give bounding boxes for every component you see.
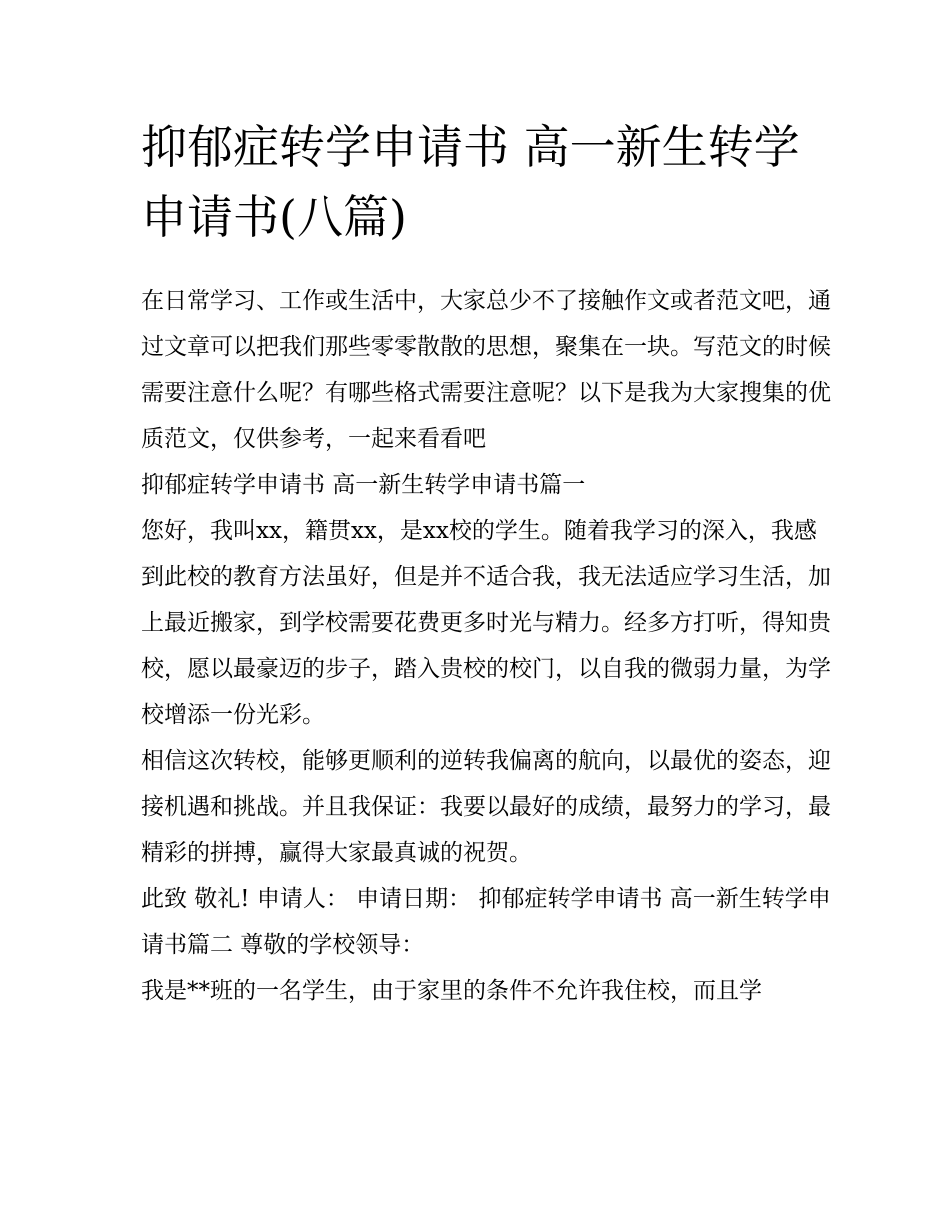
- body-paragraph-2: 相信这次转校，能够更顺利的逆转我偏离的航向，以最优的姿态，迎接机遇和挑战。并且我保证：我要以最好的成绩，最努力的学习，最精彩的拼搏，赢得大家最真诚的祝贺。: [141, 748, 831, 866]
- body-paragraph-1: 您好，我叫xx，籍贯xx，是xx校的学生。随着我学习的深入，我感到此校的教育方法虽好，但是并不适合我，我无法适应学习生活，加上最近搬家，到学校需要花费更多时光与精力。经多方打听，得知贵校，愿以最豪迈的步子，踏入贵校的校门，以自我的微弱力量，为学校增添一份光彩。: [141, 518, 831, 728]
- closing-paragraph: 此致 敬礼! 申请人： 申请日期： 抑郁症转学申请书 高一新生转学申请书篇二 尊敬的学校领导：: [141, 886, 831, 958]
- document-body: [141, 278, 831, 1014]
- intro-paragraph: 在日常学习、工作或生活中，大家总少不了接触作文或者范文吧，通过文章可以把我们那些零零散散的思想，聚集在一块。写范文的时候需要注意什么呢？有哪些格式需要注意呢？以下是我为大家搜集的优质范文，仅供参考，一起来看看吧: [141, 288, 831, 452]
- document-title: 抑郁症转学申请书 高一新生转学申请书(八篇): [141, 120, 800, 244]
- body-paragraph-3: 我是**班的一名学生，由于家里的条件不允许我住校，而且学: [141, 978, 762, 1004]
- section-heading-1: 抑郁症转学申请书 高一新生转学申请书篇一: [141, 472, 586, 498]
